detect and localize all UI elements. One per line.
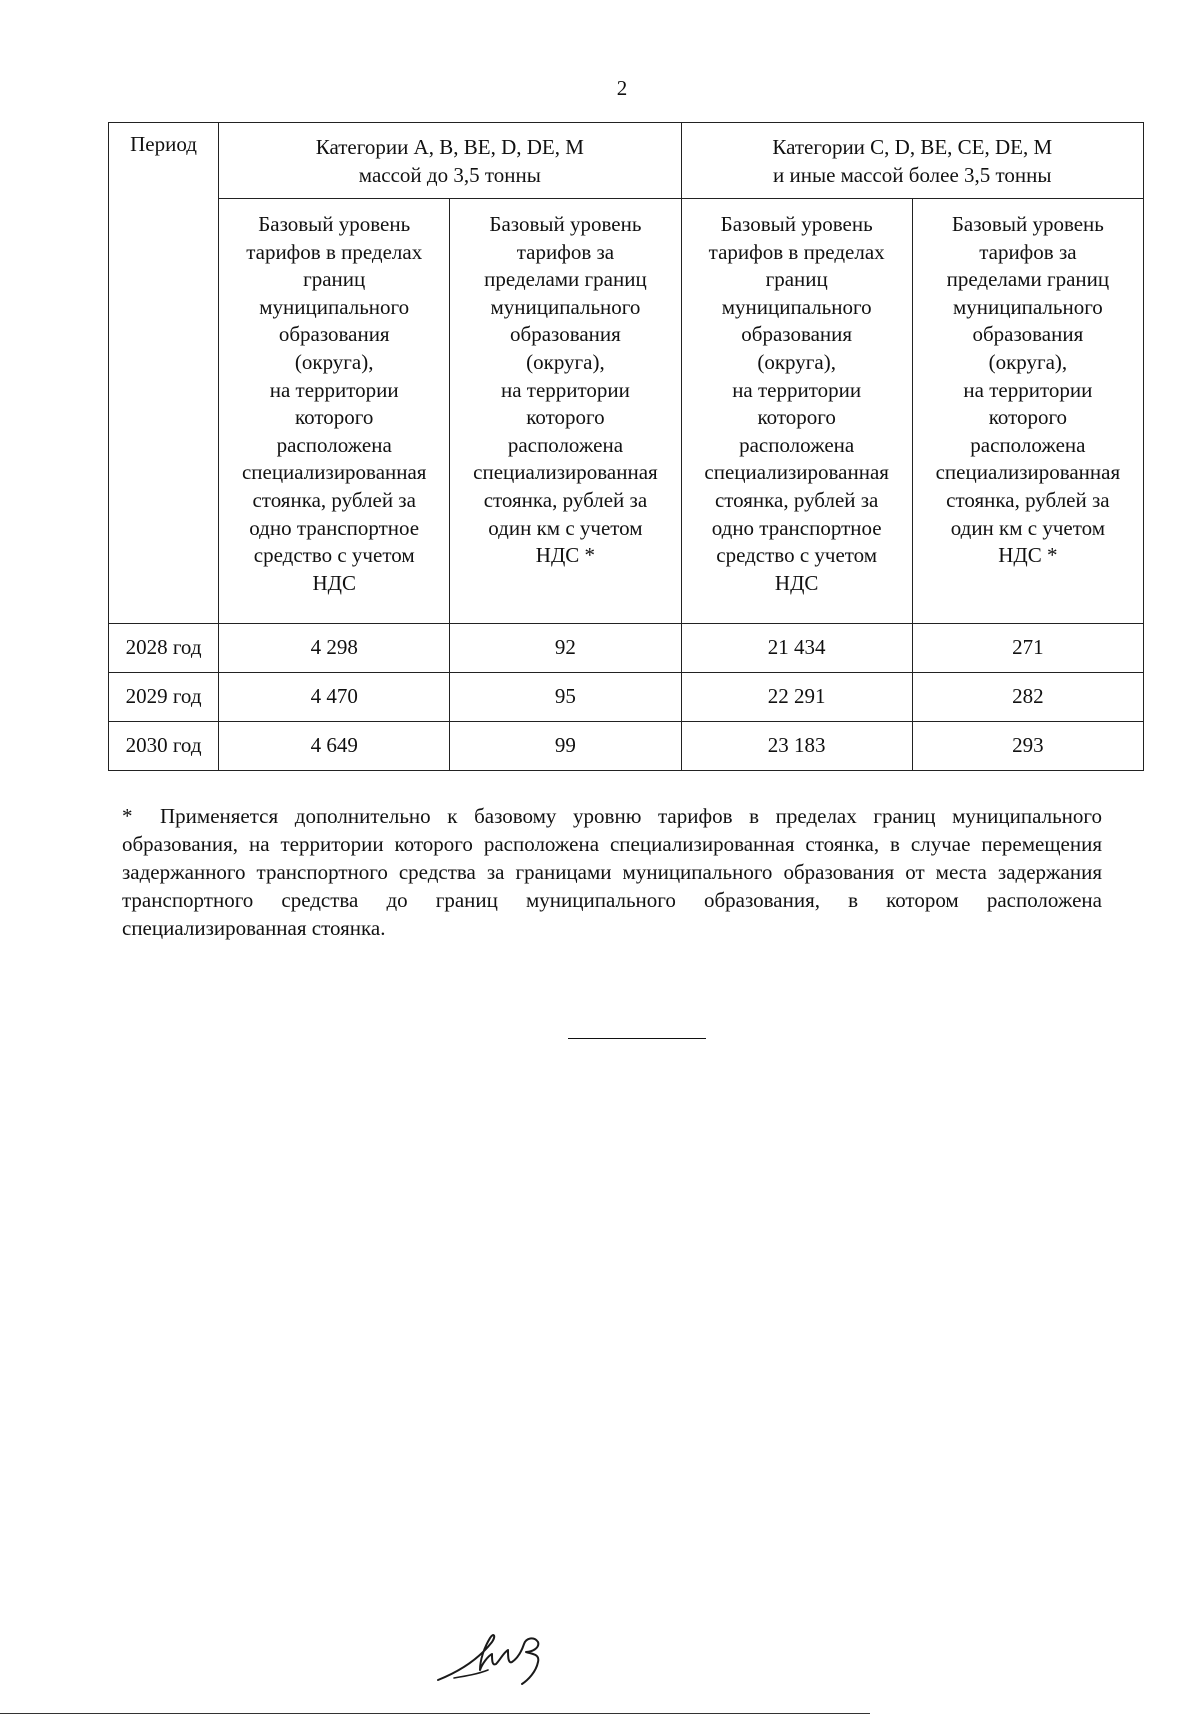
table-row: [109, 722, 1144, 771]
value-cell: 22 291: [681, 673, 912, 722]
page-number: 2: [616, 76, 628, 100]
value-cell: 21 434: [681, 624, 912, 673]
row-period: 2029 год: [109, 673, 219, 722]
row-period: 2030 год: [109, 722, 219, 771]
group-header-light-label: Категории A, B, BE, D, DE, M массой до 3,5 тонны: [315, 134, 584, 187]
value-cell: 99: [450, 722, 681, 771]
footnote-marker: *: [122, 804, 133, 828]
value-cell: 23 183: [681, 722, 912, 771]
value-cell: 271: [912, 624, 1143, 673]
value-cell: 4 470: [219, 673, 450, 722]
footnote: [122, 802, 1102, 942]
value-cell: 282: [912, 673, 1143, 722]
subheader-light-within: Базовый уровень тарифов в пределах границ муниципального образования (округа), на территории которого расположена специализированная стоянка, рублей за одно транспортное средство с учетом НДС: [219, 199, 450, 624]
group-header-heavy-label: Категории C, D, BE, CE, DE, M и иные массой более 3,5 тонны: [772, 134, 1053, 187]
table-row: [109, 673, 1144, 722]
end-divider: [568, 1038, 706, 1039]
group-header-heavy: [681, 123, 1143, 199]
value-cell: 4 298: [219, 624, 450, 673]
value-cell: 293: [912, 722, 1143, 771]
row-period: 2028 год: [109, 624, 219, 673]
value-cell: 95: [450, 673, 681, 722]
table-header-row: [109, 123, 1144, 199]
value-cell: 92: [450, 624, 681, 673]
subheader-light-outside: Базовый уровень тарифов за пределами границ муниципального образования (округа), на территории которого расположена специализированная стоянка, рублей за один км с учетом НДС *: [450, 199, 681, 624]
handwritten-signature-icon: [434, 1624, 558, 1686]
subheader-heavy-within: Базовый уровень тарифов в пределах границ муниципального образования (округа), на территории которого расположена специализированная стоянка, рублей за одно транспортное средство с учетом НДС: [681, 199, 912, 624]
table-row: [109, 624, 1144, 673]
group-header-light: [219, 123, 681, 199]
period-header: Период: [109, 123, 219, 624]
table-subheader-row: [109, 199, 1144, 624]
bottom-divider: [0, 1713, 870, 1714]
footnote-text: Применяется дополнительно к базовому уровню тарифов в пределах границ муниципального образования, на территории которого расположена специализированная стоянка, в случае перемещения задержанного транспортного средства за границами муниципального образования от места задержания транспортного средства до границ муниципального образования, в котором расположена специализированная стоянка.: [122, 804, 1102, 940]
subheader-heavy-outside: Базовый уровень тарифов за пределами границ муниципального образования (округа), на территории которого расположена специализированная стоянка, рублей за один км с учетом НДС *: [912, 199, 1143, 624]
tariff-table: [108, 122, 1144, 771]
value-cell: 4 649: [219, 722, 450, 771]
